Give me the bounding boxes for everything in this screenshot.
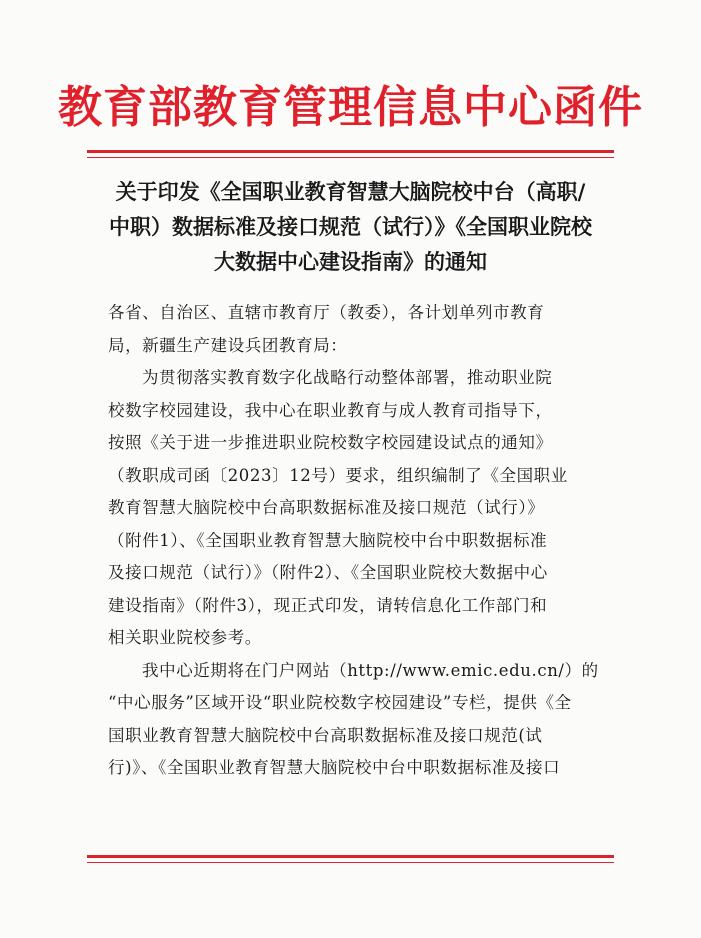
header-rule-thick: [87, 150, 614, 153]
body-line: 建设指南》（附件3），现正式印发，请转信息化工作部门和: [108, 595, 548, 615]
body-line: 及接口规范（试行）》（附件2）、《全国职业院校大数据中心: [108, 563, 548, 582]
body-paragraph-start: 为贯彻落实教育数字化战略行动整体部署，推动职业院: [142, 368, 553, 387]
footer-rule-thick: [87, 855, 614, 858]
letterhead-title: 教育部教育管理信息中心函件: [58, 82, 643, 133]
body-paragraph-start: 我中心近期将在门户网站（http://www.emic.edu.cn/）的: [142, 660, 599, 680]
document-body: [108, 297, 608, 785]
title-line: 大数据中心建设指南》的通知: [214, 249, 487, 274]
body-line: 按照《关于进一步推进职业院校数字校园建设试点的通知》: [108, 433, 553, 452]
body-line: （附件1）、《全国职业教育智慧大脑院校中台中职数据标准: [108, 530, 548, 550]
body-line: 行)》、《全国职业教育智慧大脑院校中台中职数据标准及接口: [108, 758, 561, 777]
title-line: 中职）数据标准及接口规范（试行）》《全国职业院校: [109, 214, 592, 239]
body-line: 相关职业院校参考。: [108, 628, 262, 647]
header-rule-thin: [87, 157, 614, 158]
body-line: “中心服务”区域开设“职业院校数字校园建设”专栏，提供《全: [108, 693, 572, 712]
title-line: 关于印发《全国职业教育智慧大脑院校中台（高职/: [115, 179, 586, 204]
footer-rule-thin: [87, 862, 614, 863]
document-title: [100, 174, 601, 279]
body-line-salutation: 局，新疆生产建设兵团教育局：: [108, 335, 348, 355]
body-line: 校数字校园建设，我中心在职业教育与成人教育司指导下，: [108, 400, 553, 420]
body-line: （教职成司函〔2023〕12号）要求，组织编制了《全国职业: [108, 465, 568, 485]
body-line: 国职业教育智慧大脑院校中台高职数据标准及接口规范(试: [108, 725, 543, 745]
body-line: 教育智慧大脑院校中台高职数据标准及接口规范（试行）》: [108, 498, 545, 517]
body-line-salutation: 各省、自治区、直辖市教育厅（教委），各计划单列市教育: [108, 303, 545, 322]
